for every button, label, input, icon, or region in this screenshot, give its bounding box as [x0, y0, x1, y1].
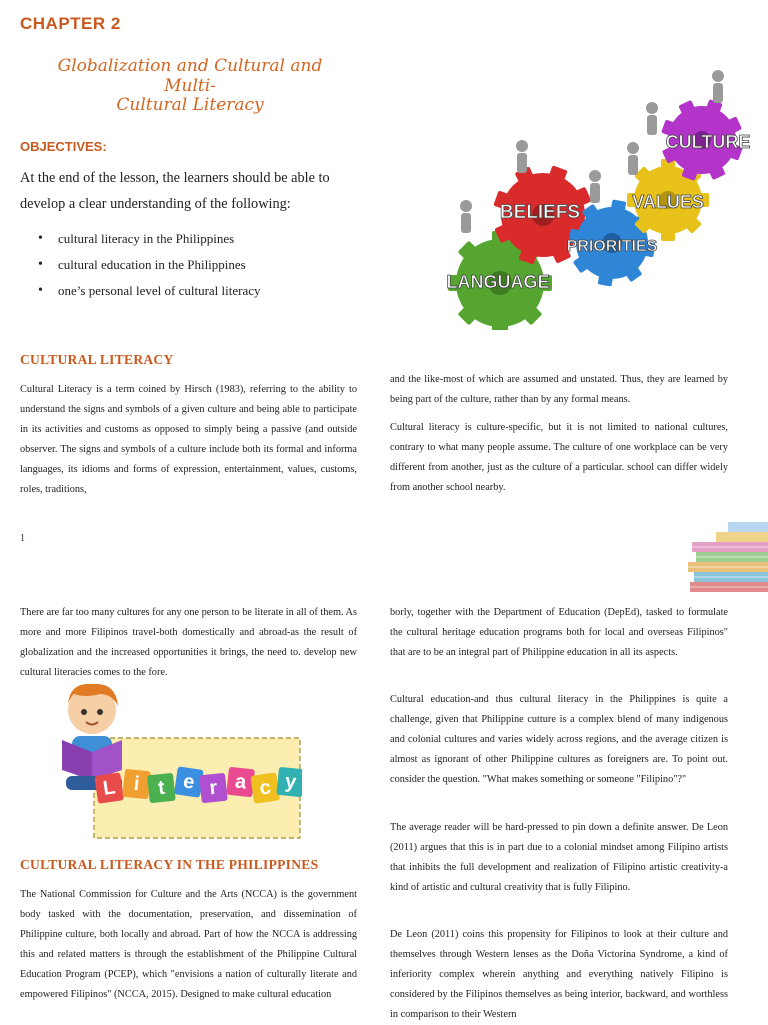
objective-item: • cultural education in the Philippines	[38, 252, 358, 278]
objective-item: • cultural literacy in the Philippines	[38, 226, 358, 252]
literacy-letter: e	[181, 770, 196, 794]
gear-label-culture: CULTURE	[665, 132, 751, 152]
section2-left-paragraph: The National Commission for Culture and the Arts (NCCA) is the government body tasked with the documentation, preservation, and dissemination of Philippine culture, both locally and abroad. Part of how the NCCA is addressing this and related matters is through the establishment of the Philippine Cultural Education Program (PCEP), which "envisions a nation of culturally literate and empowered Filipinos" (NCCA, 2015). Designed to make cultural education	[20, 889, 357, 1000]
page2-right-paragraph-4: De Leon (2011) coins this propensity for Filipinos to look at their culture and themselves through Western lenses as the Doña Victorina Syndrome, a kind of inferiority complex wherein anything and everything natively Filipino is considered by the Filipinos themselves as being interior, backward, and worthless in comparison to their Western	[390, 929, 728, 1020]
gear-label-values: VALUES	[632, 192, 704, 212]
literacy-kid-illustration	[56, 680, 302, 842]
page2-right-paragraph-1: borly, together with the Department of Education (DepEd), tasked to formulate the cultural heritage education programs both for local and overseas Filipinos" that are to be an integral part of Philippine education in all its aspects.	[390, 607, 728, 658]
section1-right-paragraph-1: and the like-most of which are assumed and unstated. Thus, they are learned by being part of the culture, rather than by any formal means.	[390, 374, 728, 405]
books-stack-illustration	[686, 520, 768, 596]
page2-right-paragraph-3: The average reader will be hard-pressed to pin down a definite answer. De Leon (2011) argues that this is in part due to a colonial mindset among Filipino artists that inhibits the full development and realization of Filipino artistic creativity-a kind of artistic and cultural creativity that is fully Filipino.	[390, 822, 728, 893]
literacy-letter: i	[132, 772, 141, 796]
chapter-title-line2: Cultural Literacy	[116, 95, 264, 115]
literacy-letter: r	[208, 776, 219, 800]
literacy-letter: L	[101, 776, 117, 800]
objectives-heading: OBJECTIVES:	[20, 139, 107, 154]
gear-label-language: LANGUAGE	[446, 272, 550, 292]
section1-left-paragraph: Cultural Literacy is a term coined by Hirsch (1983), referring to the ability to understand the signs and symbols of a given culture and being able to participate in its activities and customs as opposed to simply being a passive (and outside observer. The signs and symbols of a culture include both its formal and informa languages, its idioms and forms of expression, entertainment, values, customs, roles, traditions,	[20, 384, 357, 495]
page2-left-paragraph-1: There are far too many cultures for any one person to be literate in all of them. As more and more Filipinos travel-both domestically and abroad-as the result of globalization and the increased opportunities it brings, the need to. develop new cultural literacies comes to the fore.	[20, 607, 357, 678]
objective-item: • one’s personal level of cultural literacy	[38, 278, 358, 304]
objectives-intro: At the end of the lesson, the learners should be able to develop a clear understanding of the following:	[20, 170, 330, 212]
objectives-list	[38, 226, 358, 304]
chapter-label: CHAPTER 2	[20, 14, 121, 33]
section-heading-cultural-literacy-philippines: CULTURAL LITERACY IN THE PHILIPPINES	[20, 857, 319, 872]
section-heading-cultural-literacy: CULTURAL LITERACY	[20, 352, 174, 367]
culture-gears-illustration	[440, 68, 768, 330]
page2-right-paragraph-2: Cultural education-and thus cultural literacy in the Philippines is quite a challenge, given that Philippine cutture is a complex blend of many indigenous and colonial cultures and varies widely across regions, and the average citizen is almost as ignorant of other Philippine cultures as foreigners are. To point out. consider the question. "What makes something or someone "Filipino"?"	[390, 694, 728, 785]
literacy-letter: y	[283, 770, 298, 794]
chapter-title-line1: Globalization and Cultural and Multi-	[57, 56, 323, 96]
section1-right-paragraph-2: Cultural literacy is culture-specific, but it is not limited to national cultures, contrary to what many people assume. The culture of one workplace can be very different from another, just as the culture of a particular. school can differ widely from another school nearby.	[390, 422, 728, 493]
literacy-letter: t	[156, 776, 166, 800]
gear-label-priorities: PRIORITIES	[566, 238, 658, 255]
literacy-letter: a	[233, 770, 248, 794]
gear-label-beliefs: BELIEFS	[499, 202, 581, 223]
literacy-letter: c	[258, 776, 273, 800]
page-number: 1	[20, 533, 25, 544]
